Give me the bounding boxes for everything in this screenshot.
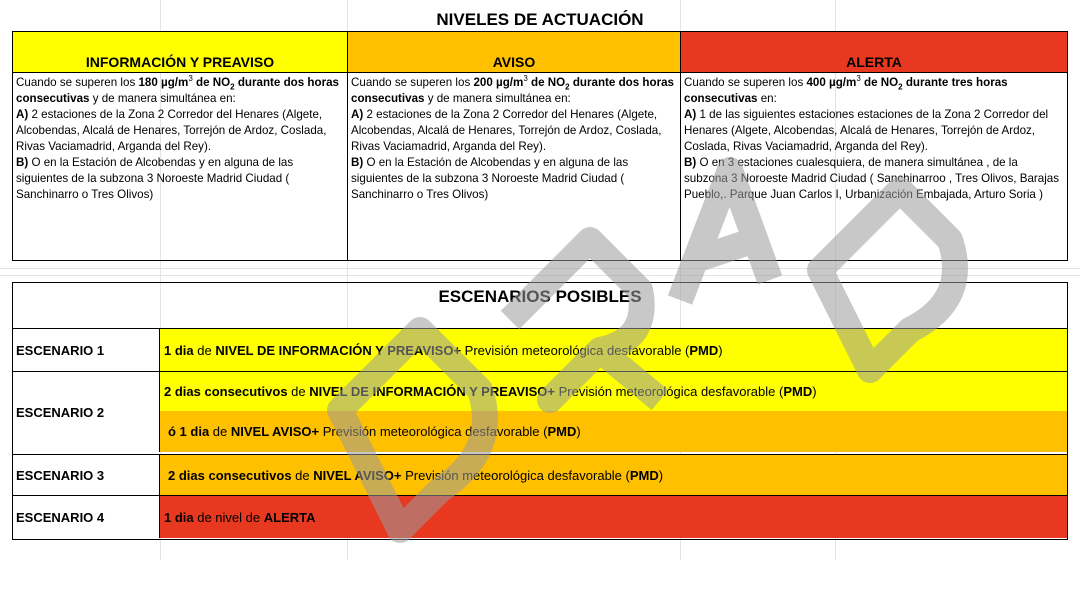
escenario-2-description-line-2: ó 1 dia de NIVEL AVISO+ Previsión meteorológica desfavorable ( PMD ) <box>160 411 1067 452</box>
nivel-informacion-column <box>13 32 348 260</box>
escenarios-title: ESCENARIOS POSIBLES <box>438 287 642 306</box>
escenario-4-description: 1 dia de nivel de ALERTA <box>160 495 1067 538</box>
gridline <box>0 275 1080 276</box>
escenario-3-description: 2 dias consecutivos de NIVEL AVISO+ Previsión meteorológica desfavorable ( PMD ) <box>160 454 1067 495</box>
escenario-2-description-line-1: 2 dias consecutivos de NIVEL DE INFORMACIÓN Y PREAVISO+ Previsión meteorológica desfavorable ( PMD ) <box>160 371 1067 411</box>
nivel-aviso-heading: AVISO <box>348 32 680 73</box>
escenario-1-label: ESCENARIO 1 <box>13 328 160 371</box>
escenario-4-label: ESCENARIO 4 <box>13 495 160 538</box>
nivel-informacion-heading: INFORMACIÓN Y PREAVISO <box>13 32 347 73</box>
nivel-aviso-column <box>348 32 681 260</box>
niveles-title: NIVELES DE ACTUACIÓN <box>436 10 644 29</box>
nivel-alerta-description: Cuando se superen los 400 $\mu g/m^3$ de $NO_2$ durante tres horas consecutivas en: A) 1 de las siguientes estaciones estaciones de la Zona 2 Corredor del Henares (Algete, Alcobendas, Alcalá de Henares, Torrejón de Ardoz, Coslada, Rivas Vaciamadrid, Arganda del Rey). B) O en 3 estaciones cualesquiera, de manera simultánea , de la subzona 3 Noroeste Madrid Ciudad ( Sanchinarroo , Tres Olivos, Barajas Pueblo,. Parque Juan Carlos I, Urbanización Embajada, Arturo Soria ) <box>684 74 1060 201</box>
escenarios-table <box>12 282 1068 540</box>
escenario-2-label: ESCENARIO 2 <box>13 371 160 452</box>
nivel-alerta-heading: ALERTA <box>681 32 1067 73</box>
nivel-alerta-column <box>681 32 1067 260</box>
niveles-table <box>12 31 1068 261</box>
escenario-3-label: ESCENARIO 3 <box>13 454 160 495</box>
nivel-informacion-description: Cuando se superen los 180 $\mu g/m^3$ de $NO_2$ durante dos horas consecutivas y de manera simultánea en: A) 2 estaciones de la Zona 2 Corredor del Henares (Algete, Alcobendas, Alcalá de Henares, Torrejón de Ardoz, Coslada, Rivas Vaciamadrid, Arganda del Rey). B) O en la Estación de Alcobendas y en alguna de las siguientes de la subzona 3 Noroeste Madrid Ciudad ( Sanchinarro o Tres Olivos) <box>16 74 339 201</box>
escenario-1-description: 1 dia de NIVEL DE INFORMACIÓN Y PREAVISO+ Previsión meteorológica desfavorable ( PMD ) <box>160 328 1067 371</box>
nivel-aviso-description: Cuando se superen los 200 $\mu g/m^3$ de $NO_2$ durante dos horas consecutivas y de manera simultánea en: A) 2 estaciones de la Zona 2 Corredor del Henares (Algete, Alcobendas, Alcalá de Henares, Torrejón de Ardoz, Coslada, Rivas Vaciamadrid, Arganda del Rey). B) O en la Estación de Alcobendas y en alguna de las siguientes de la subzona 3 Noroeste Madrid Ciudad ( Sanchinarro o Tres Olivos) <box>351 74 674 201</box>
gridline <box>0 268 1080 269</box>
